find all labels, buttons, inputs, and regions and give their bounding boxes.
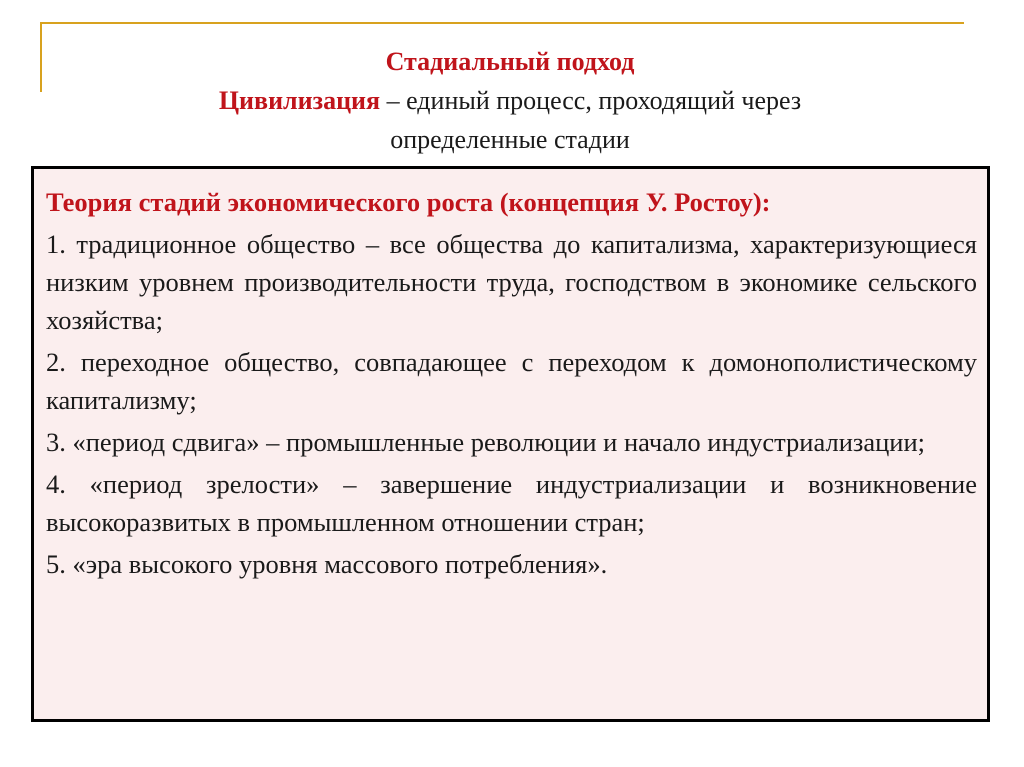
slide-title: Стадиальный подход [385, 47, 635, 76]
top-accent-line [40, 22, 964, 24]
stage-item-2: 2. переходное общество, совпадающее с переходом к домонополистическому капитализму; [46, 347, 977, 415]
definition-term: Цивилизация [218, 86, 381, 115]
theory-heading: Теория стадий экономического роста (концепция У. Ростоу): [46, 187, 771, 217]
stage-item-1: 1. традиционное общество – все общества до капитализма, характеризующиеся низким уровнем производительности труда, господством в экономике сельского хозяйства; [46, 229, 977, 335]
content-box [31, 166, 990, 722]
left-accent-line [40, 22, 42, 92]
definition-line-2: определенные стадии [390, 125, 630, 154]
slide-header [60, 42, 960, 159]
definition-line [60, 81, 960, 120]
stage-item-5: 5. «эра высокого уровня массового потребления». [46, 549, 608, 579]
stage-item-3: 3. «период сдвига» – промышленные революции и начало индустриализации; [46, 427, 926, 457]
definition-text: – единый процесс, проходящий через [380, 86, 802, 115]
stage-item-4: 4. «период зрелости» – завершение индустриализации и возникновение высокоразвитых в промышленном отношении стран; [46, 469, 977, 537]
